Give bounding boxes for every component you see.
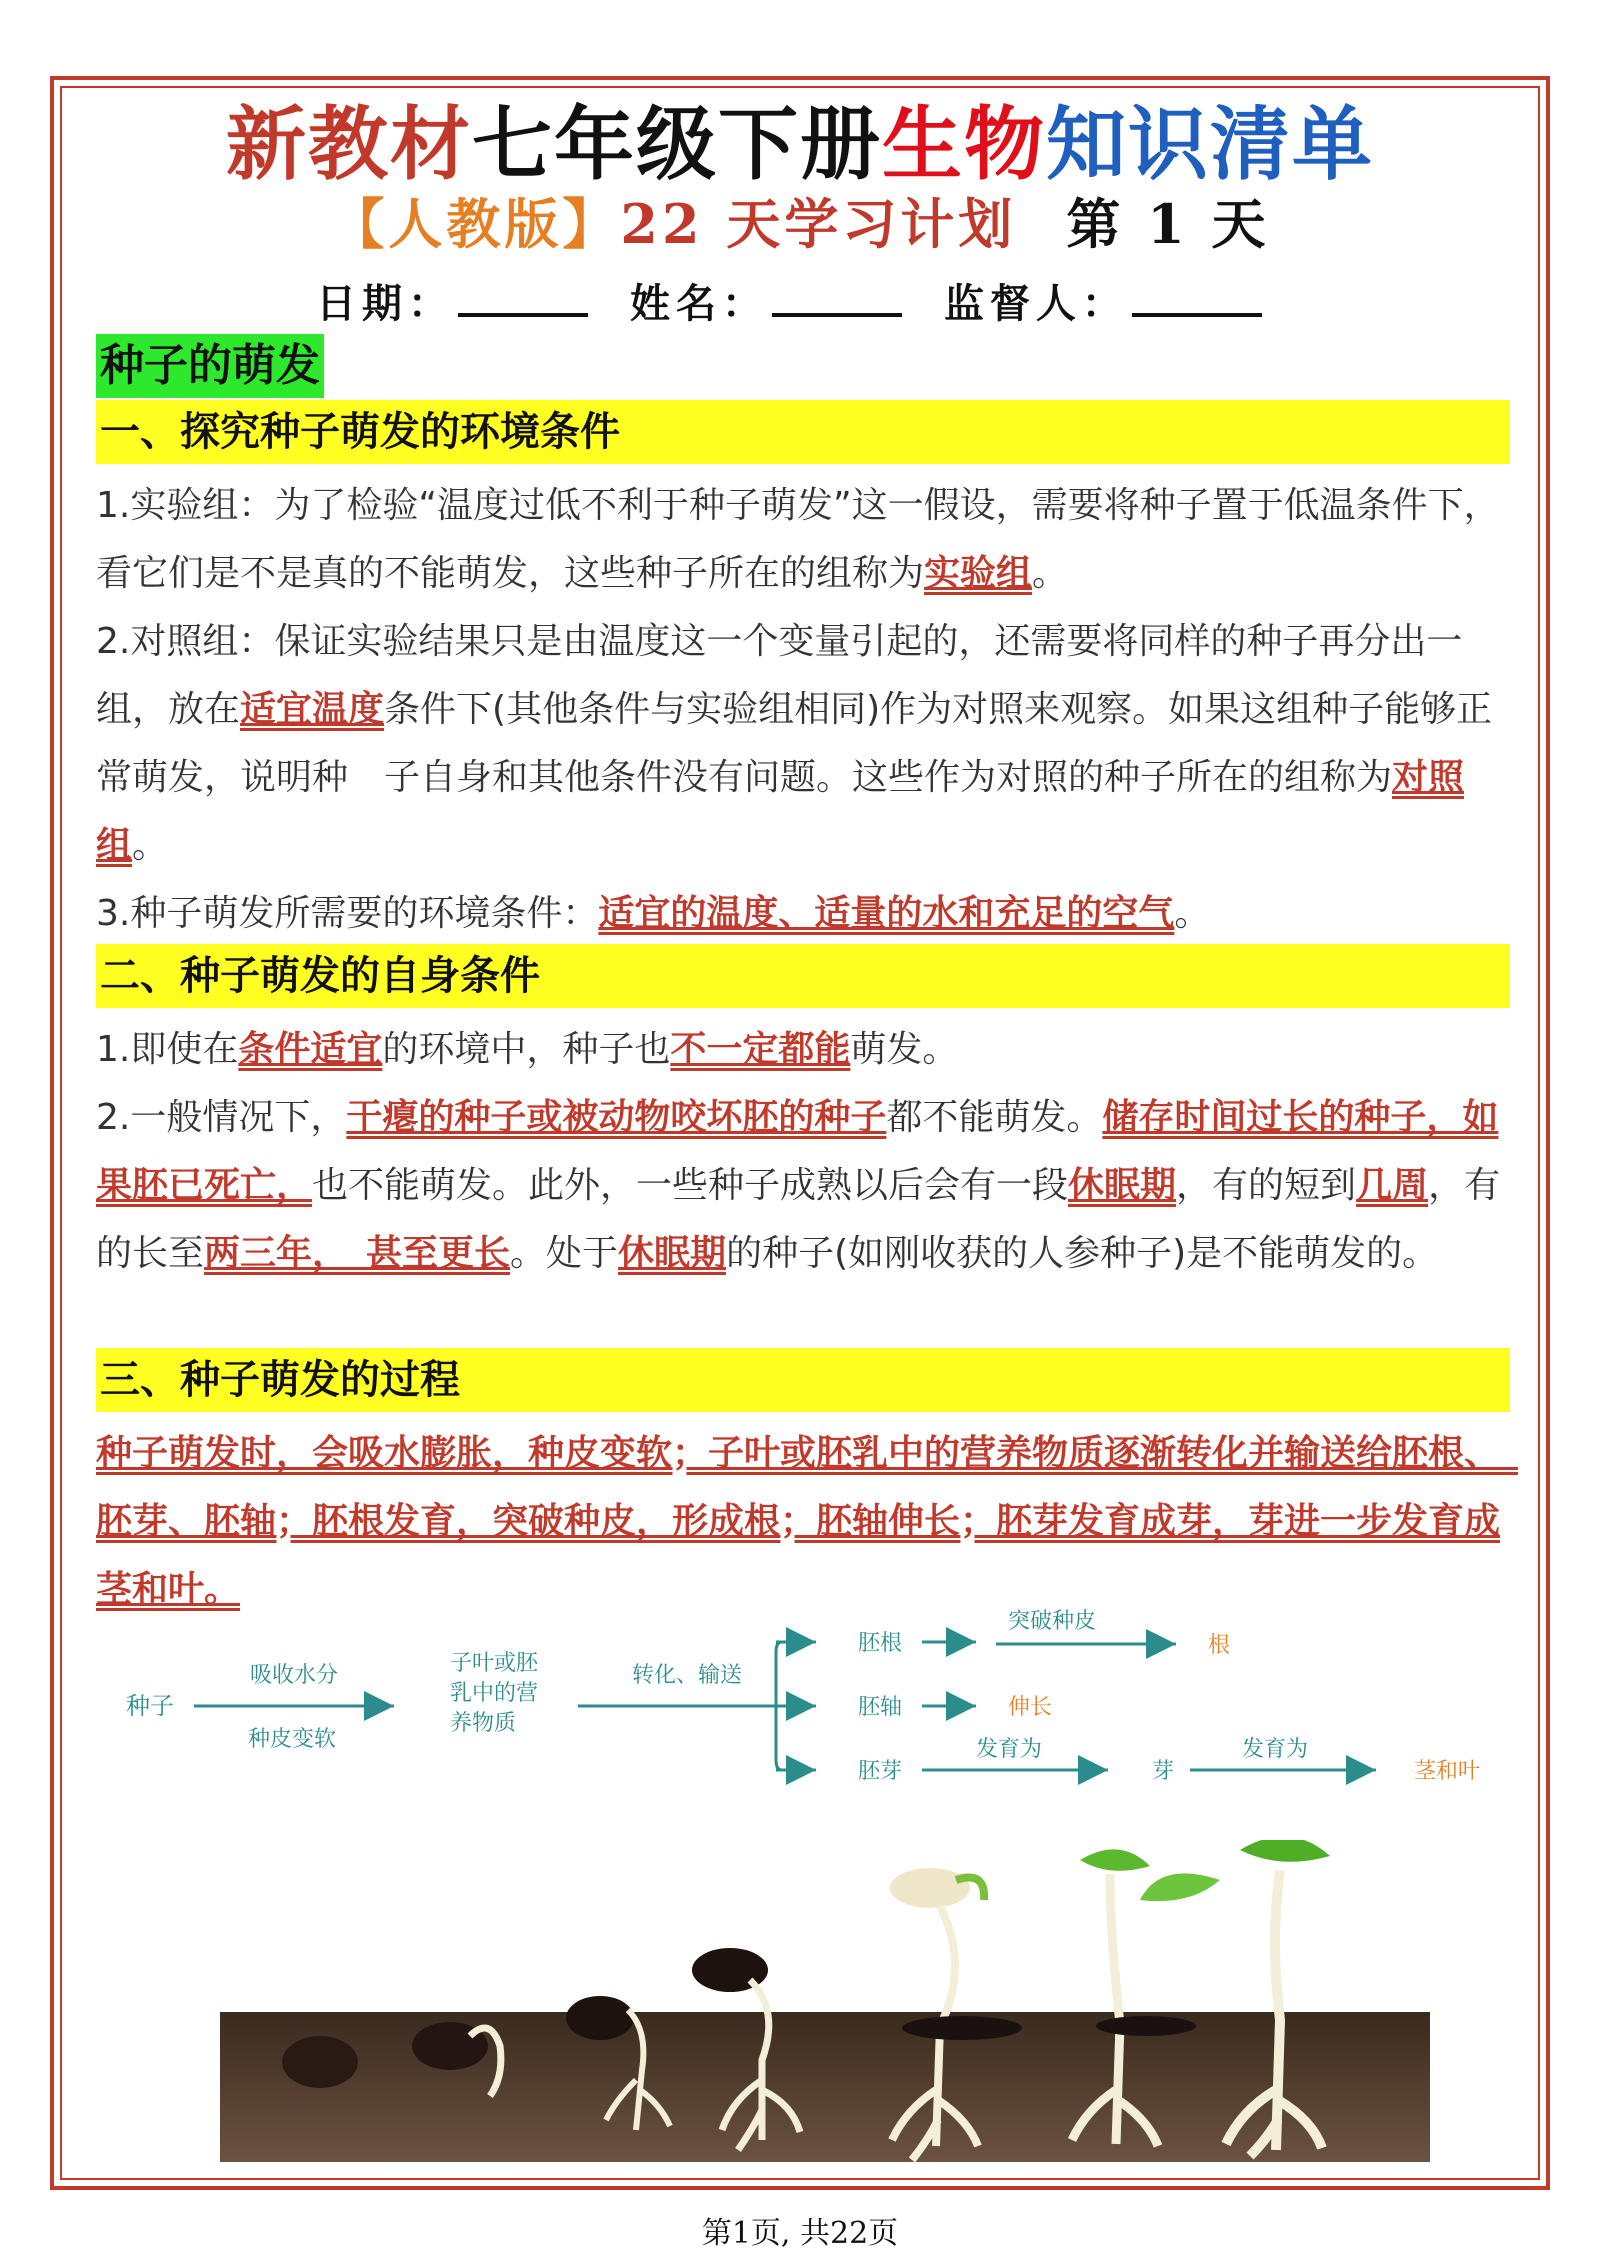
flow-seed: 种子 bbox=[126, 1692, 174, 1720]
leaf-stage-7a bbox=[1240, 1840, 1330, 1862]
page-title bbox=[0, 80, 1600, 195]
flow-hypocotyl: 胚轴 bbox=[858, 1695, 903, 1720]
supervisor-label: 监督人： bbox=[943, 280, 1128, 327]
flow-plumule: 胚芽 bbox=[858, 1759, 903, 1784]
day-label: 第 1 天 bbox=[1066, 192, 1270, 256]
supervisor-blank[interactable] bbox=[1132, 283, 1262, 317]
section-2-paragraph-2: 2.一般情况下，干瘪的种子或被动物咬坏胚的种子都不能萌发。储存时间过长的种子，如果胚已死亡，也不能萌发。此外，一些种子成熟以后会有一段休眠期，有的短到几周，有的长至两三年， 甚至更长。处于休眠期的种子(如刚收获的人参种子)是不能萌发的。 bbox=[96, 1097, 1501, 1274]
title-part-1: 新教材 bbox=[226, 97, 472, 191]
info-line bbox=[0, 272, 1600, 329]
flow-break-coat: 突破种皮 bbox=[1008, 1609, 1097, 1634]
seed-stage-1 bbox=[282, 2036, 358, 2088]
soil bbox=[220, 2012, 1430, 2162]
key-control-group: 对照组 bbox=[96, 757, 1465, 866]
title-part-2: 七年级下册 bbox=[472, 97, 882, 191]
name-blank[interactable] bbox=[772, 283, 902, 317]
page-subtitle bbox=[0, 182, 1600, 259]
key-environment-conditions: 适宜的温度、适量的水和充足的空气 bbox=[598, 893, 1175, 934]
flow-nutrient-line-3: 养物质 bbox=[450, 1711, 517, 1736]
edition-label: 【人教版】 bbox=[330, 192, 621, 256]
section-1-paragraph-2: 2.对照组：保证实验结果只是由温度这一个变量引起的，还需要将同样的种子再分出一组，放在适宜温度条件下(其他条件与实验组相同)作为对照来观察。如果这组种子能够正常萌发，说明种 子自身和其他条件没有问题。这些作为对照的种子所在的组称为对照组。 bbox=[96, 621, 1493, 866]
flow-develop-2: 发育为 bbox=[1242, 1737, 1309, 1762]
flow-coat-soften: 种皮变软 bbox=[248, 1727, 337, 1752]
title-part-3: 生物 bbox=[882, 97, 1046, 191]
leaf-stage-6 bbox=[1080, 1849, 1150, 1870]
flow-nutrient-line-1: 子叶或胚 bbox=[450, 1651, 539, 1676]
flow-nutrient-line-2: 乳中的营 bbox=[450, 1681, 539, 1706]
flow-convey: 转化、输送 bbox=[632, 1663, 743, 1688]
name-label: 姓名： bbox=[630, 280, 768, 327]
chapter-title: 种子的萌发 bbox=[96, 334, 324, 398]
leaf-stage-7b bbox=[1140, 1873, 1220, 1901]
flow-bud: 芽 bbox=[1152, 1759, 1175, 1784]
seedling-stage-5 bbox=[890, 1868, 970, 1908]
title-part-4: 知识清单 bbox=[1046, 97, 1374, 191]
section-2-heading: 二、种子萌发的自身条件 bbox=[96, 944, 1510, 1008]
flow-root: 根 bbox=[1208, 1633, 1231, 1658]
germination-flow-diagram bbox=[96, 1590, 1516, 1830]
section-3-paragraph: 种子萌发时，会吸水膨胀，种皮变软；子叶或胚乳中的营养物质逐渐转化并输送给胚根、 胚芽、胚轴；胚根发育，突破种皮，形成根；胚轴伸长；胚芽发育成芽，芽进一步发育成茎和叶。 bbox=[96, 1433, 1519, 1610]
flow-elongate: 伸长 bbox=[1008, 1695, 1053, 1720]
section-3-heading: 三、种子萌发的过程 bbox=[96, 1348, 1510, 1412]
flow-radicle: 胚根 bbox=[858, 1631, 903, 1656]
germination-illustration bbox=[210, 1840, 1450, 2170]
section-1-heading: 一、探究种子萌发的环境条件 bbox=[96, 400, 1510, 464]
plan-label: 22 天学习计划 bbox=[620, 192, 1017, 256]
page-footer: 第1页, 共22页 bbox=[701, 2216, 899, 2251]
flow-absorb-water: 吸收水分 bbox=[250, 1663, 339, 1688]
key-experimental-group: 实验组 bbox=[924, 553, 1033, 594]
flow-develop-1: 发育为 bbox=[976, 1737, 1043, 1762]
key-suitable-temperature: 适宜温度 bbox=[240, 689, 385, 730]
section-1-paragraph-3: 3.种子萌发所需要的环境条件：适宜的温度、适量的水和充足的空气。 bbox=[96, 893, 1211, 934]
flow-stem-leaf: 茎和叶 bbox=[1414, 1759, 1481, 1784]
date-blank[interactable] bbox=[458, 283, 588, 317]
seed-stage-3 bbox=[566, 1996, 634, 2040]
date-label: 日期： bbox=[316, 280, 455, 327]
section-2-paragraph-1: 1.即使在条件适宜的环境中，种子也不一定都能萌发。 bbox=[96, 1029, 959, 1070]
section-1-paragraph-1: 1.实验组：为了检验“温度过低不利于种子萌发”这一假设，需要将种子置于低温条件下，看它们是不是真的不能萌发，这些种子所在的组称为实验组。 bbox=[96, 485, 1500, 594]
